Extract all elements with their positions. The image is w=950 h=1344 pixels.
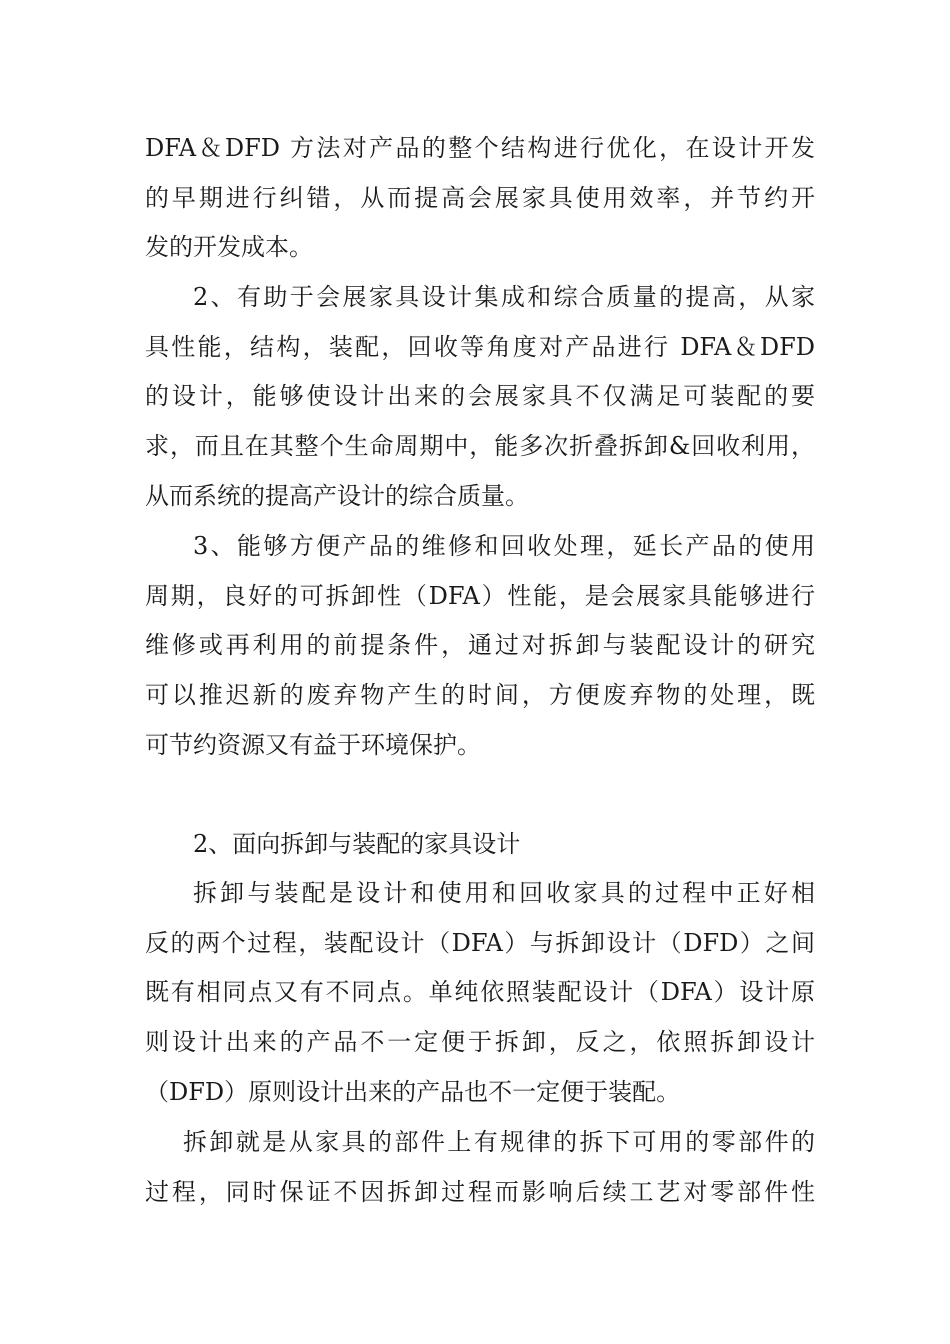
paragraph-line: 求，而且在其整个生命周期中，能多次折叠拆卸&回收利用，: [145, 432, 815, 461]
paragraph-1: [145, 124, 815, 273]
paragraph-line: 拆卸就是从家具的部件上有规律的拆下可用的零部件的: [183, 1128, 815, 1156]
paragraph-line: 可以推迟新的废弃物产生的时间，方便废弃物的处理，既: [145, 681, 815, 710]
paragraph-line: 的早期进行纠错，从而提高会展家具使用效率，并节约开: [145, 183, 815, 212]
paragraph-line: （DFD）原则设计出来的产品也不一定便于装配。: [145, 1077, 681, 1106]
paragraph-line: 具性能，结构，装配，回收等角度对产品进行 DFA＆DFD: [145, 332, 815, 361]
paragraph-line: 的设计，能够使设计出来的会展家具不仅满足可装配的要: [145, 382, 815, 411]
paragraph-line: 2、有助于会展家具设计集成和综合质量的提高，从家: [193, 283, 815, 311]
paragraph-line: 过程，同时保证不因拆卸过程而影响后续工艺对零部件性: [145, 1177, 815, 1206]
paragraph-line: 既有相同点又有不同点。单纯依照装配设计（DFA）设计原: [145, 978, 815, 1007]
paragraph-line: 3、能够方便产品的维修和回收处理，延长产品的使用: [193, 532, 815, 560]
paragraph-3: [145, 522, 815, 770]
heading-line: 2、面向拆卸与装配的家具设计: [193, 830, 521, 858]
paragraph-line: 维修或再利用的前提条件，通过对拆卸与装配设计的研究: [145, 631, 815, 660]
paragraph-line: DFA＆DFD 方法对产品的整个结构进行优化，在设计开发: [145, 134, 815, 162]
paragraph-line: 拆卸与装配是设计和使用和回收家具的过程中正好相: [193, 879, 815, 907]
paragraph-5: [145, 869, 815, 1117]
section-heading: [145, 820, 815, 870]
paragraph-line: 反的两个过程，装配设计（DFA）与拆卸设计（DFD）之间: [145, 928, 815, 957]
paragraph-line: 则设计出来的产品不一定便于拆卸，反之，依照拆卸设计: [145, 1028, 815, 1057]
paragraph-line: 从而系统的提高产设计的综合质量。: [145, 481, 529, 510]
paragraph-line: 周期，良好的可拆卸性（DFA）性能，是会展家具能够进行: [145, 581, 815, 610]
paragraph-line: 发的开发成本。: [145, 233, 313, 262]
paragraph-2: [145, 273, 815, 521]
paragraph-6: [145, 1118, 815, 1217]
paragraph-line: 可节约资源又有益于环境保护。: [145, 730, 481, 759]
